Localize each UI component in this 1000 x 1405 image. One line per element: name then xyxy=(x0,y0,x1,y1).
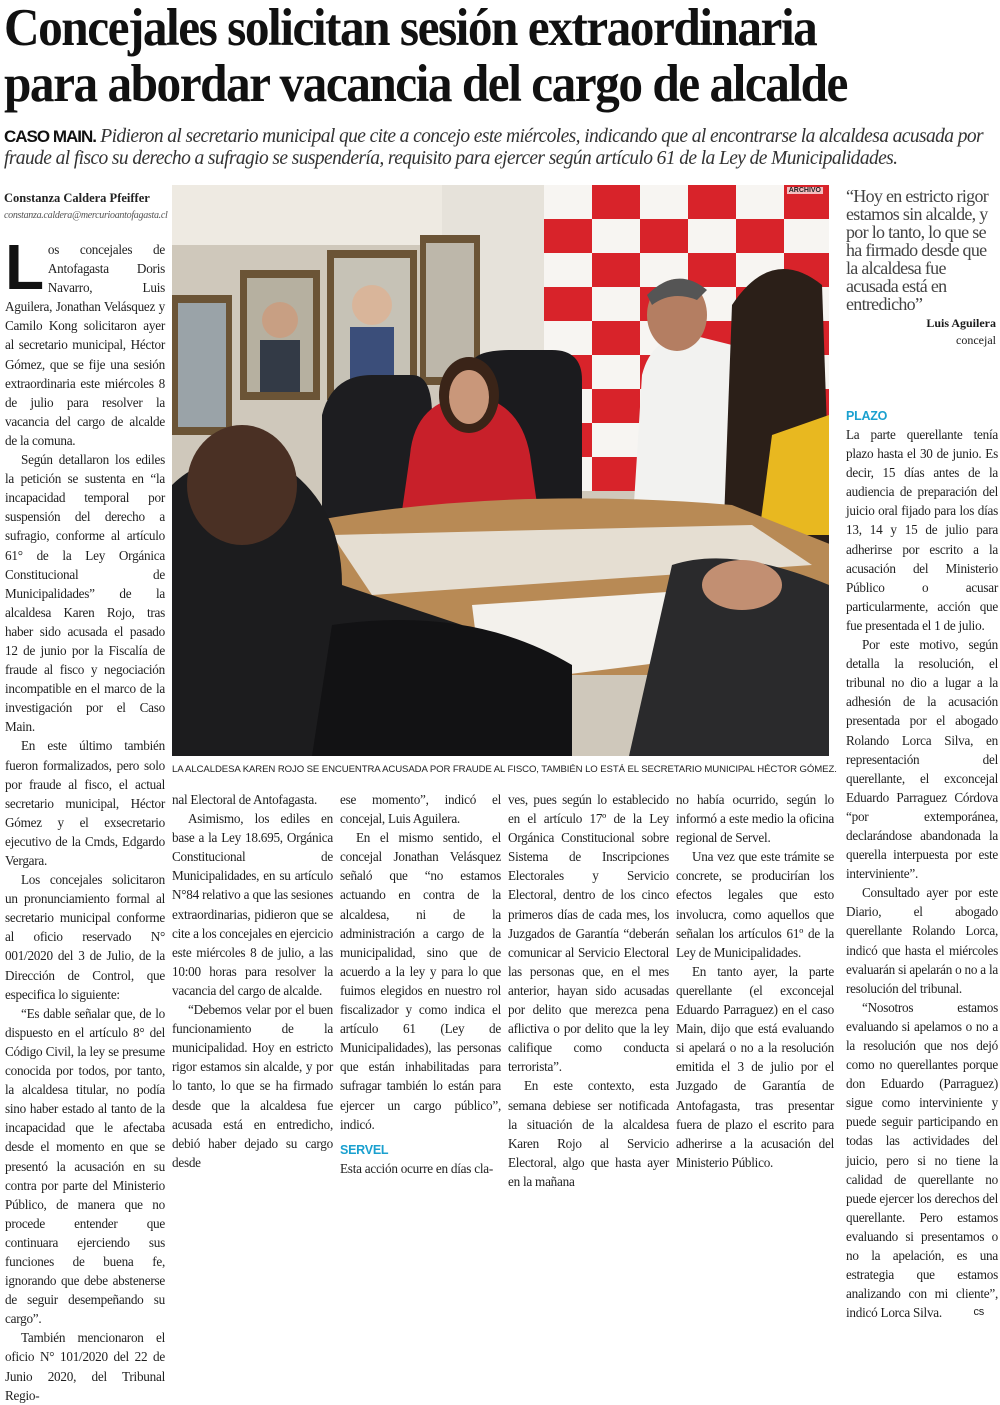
backdrop-tile xyxy=(736,185,784,219)
paragraph xyxy=(172,1000,333,1172)
pull-quote-attribution xyxy=(846,315,996,349)
paragraph-text: Consultado ayer por este Diario, el abogado querellante Rolando Lorca, indicó que hasta el miércoles evaluarán si apelarán o no a la resolución del tribunal. xyxy=(846,885,998,996)
backdrop-tile xyxy=(592,423,640,457)
paragraph xyxy=(5,231,165,450)
paragraph xyxy=(340,828,501,1134)
paragraph xyxy=(5,870,165,1004)
paragraph xyxy=(172,809,333,1000)
paragraph xyxy=(340,1159,501,1178)
paragraph xyxy=(172,790,333,809)
paragraph-text: “Es dable señalar que, de lo dispuesto en el artículo 8° del Código Civil, la ley se presume conocida por todos, por tanto, la alcaldesa titular, no podía sino haber estado al tanto de la incapacidad que le afectaba desde el momento en que se presentó la acusación en su contra por parte del Ministerio Público, de manera que no procede entender que continuara ejerciendo sus funciones de buena fe, ignorando que debe abstenerse de seguir desempeñando su cargo”. xyxy=(5,1005,165,1327)
paragraph-text: Una vez que este trámite se concrete, se producirían los efectos legales que esto involucra, como aquellos que señalan los artículos 61º de la Ley de Municipalidades. xyxy=(676,849,834,960)
pull-quote: “Hoy en estricto rigor estamos sin alcalde, y por lo tanto, lo que se ha firmado desde que la alcaldesa fue acusada está en entredicho” xyxy=(846,186,989,314)
backdrop-tile xyxy=(688,253,736,287)
backdrop-tile xyxy=(640,219,688,253)
paragraph-text: nal Electoral de Antofagasta. xyxy=(172,792,318,807)
paragraph-text: La parte querellante tenía plazo hasta el 30 de junio. Es decir, 15 días antes de la audiencia de preparación del juicio oral fijado para los días 13, 14 y 15 de julio para adherirse por escrito a la acusación del Ministerio Público o acusar particularmente, acción que fue presentada el 1 de julio. xyxy=(846,427,998,633)
paragraph-text: SERVEL xyxy=(340,1142,389,1157)
byline xyxy=(4,191,169,221)
deck xyxy=(4,126,999,170)
paragraph-text: “Nosotros estamos evaluando si apelamos o no a la resolución que nos dejó como no querellantes porque don Eduardo (Parraguez) sigue como interviniente y puede seguir participando en todas las actividades del juicio, pero si no tiene la calidad de querellante no puede ejercer los derechos del querellante. Pero estamos evaluando si presentamos o no la apelación, es una estrategia que estamos analizando con mi cliente”, indicó Lorca Silva. xyxy=(846,999,998,1321)
paragraph-text: Según detallaron los ediles la petición se sustenta en “la incapacidad temporal por suspensión del derecho a sufragio, conforme al artículo 61° de la Ley Orgánica Constitucional de Municipalidades” de la alcaldesa Karen Rojo, tras haber sido acusada el pasado 12 de junio por la Fiscalía de fraude al fisco y negociación incompatible en el marco de la investigación por el Caso Main. xyxy=(5,452,165,735)
paragraph-text: os concejales de Antofagasta Doris Navarro, Luis Aguilera, Jonathan Velásquez y Camilo Kong solicitaron ayer al secretario municipal, Héctor Gómez, que se fije una sesión extraordinaria este miércoles 8 de julio para resolver la vacancia del cargo de alcalde de la comuna. xyxy=(5,242,165,448)
paragraph-text: “Debemos velar por el buen funcionamiento de la municipalidad. Hoy en estricto rigor estamos sin alcalde, y por lo tanto, lo que se ha firmado desde que la alcaldesa fue acusada está en entredicho, debió haber dejado su cargo desde xyxy=(172,1002,333,1170)
backdrop-tile xyxy=(592,185,640,219)
deck-kicker: CASO MAIN. xyxy=(4,127,96,146)
article-column-1 xyxy=(5,231,165,1405)
backdrop-tile xyxy=(784,219,829,253)
paragraph xyxy=(676,847,834,962)
paragraph-text: En el mismo sentido, el concejal Jonathan Velásquez señaló que “no estamos actuando en contra de la alcaldesa, ni de la administración a cargo de la municipalidad, sino que de acuerdo a la ley y para lo que fuimos elegidos en nuestro rol fiscalizador y como indica el artículo 61 (Ley de Municipalidades), las personas que están inhabilitadas para sufragar también lo están para ejercer un cargo público”, indicó. xyxy=(340,830,501,1132)
author-email[interactable]: constanza.caldera@mercurioantofagasta.cl xyxy=(4,210,168,221)
article-column-3 xyxy=(340,790,501,1178)
author-name: Constanza Caldera Pfeiffer xyxy=(4,191,150,205)
backdrop-tile xyxy=(544,185,592,219)
article-column-6 xyxy=(846,400,998,1322)
backdrop-tile xyxy=(592,355,640,389)
paragraph-text: ese momento”, indicó el concejal, Luis Aguilera. xyxy=(340,792,501,827)
article-column-2 xyxy=(172,790,333,1172)
backdrop-tile xyxy=(544,253,592,287)
quote-author-role: concejal xyxy=(956,333,996,347)
paragraph xyxy=(846,425,998,635)
headline-line: Concejales solicitan sesión extraordinaria xyxy=(4,0,817,57)
paragraph xyxy=(846,883,998,998)
paragraph-text: no había ocurrido, según lo informó a este medio la oficina regional de Servel. xyxy=(676,792,834,846)
paragraph xyxy=(5,1328,165,1404)
council-meeting-photo xyxy=(172,185,829,756)
paragraph-text: También mencionaron el oficio N° 101/2020 del 22 de Junio 2020, del Tribunal Regio- xyxy=(5,1330,165,1403)
paragraph-text: Por este motivo, según detalla la resolución, el tribunal no dio a lugar a la adhesión de la acusación presentada por el abogado Rolando Lorca Silva, en representación del querellante, el exconcejal Eduardo Parraguez Córdova “por extemporánea, declarándose abandonada la querella interpuesta por este interviniente”. xyxy=(846,637,998,882)
backdrop-tile xyxy=(592,457,640,491)
article-column-5 xyxy=(676,790,834,1172)
paragraph-text: Esta acción ocurre en días cla- xyxy=(340,1160,493,1176)
backdrop-tile xyxy=(736,219,784,253)
backdrop-tile xyxy=(592,219,640,253)
paragraph xyxy=(340,790,501,828)
subheading xyxy=(340,1142,501,1159)
drop-cap: L xyxy=(5,231,44,303)
headline xyxy=(4,0,929,112)
subheading xyxy=(846,408,998,425)
article-column-4 xyxy=(508,790,669,1191)
end-mark-icon: cs xyxy=(973,1306,984,1319)
paragraph xyxy=(846,635,998,883)
paragraph xyxy=(5,736,165,870)
paragraph xyxy=(508,790,669,1076)
photo-credit: ARCHIVO xyxy=(788,187,821,194)
paragraph-text: PLAZO xyxy=(846,409,888,423)
headline-line: para abordar vacancia del cargo de alcalde xyxy=(4,55,847,113)
paragraph-text: En tanto ayer, la parte querellante (el exconcejal Eduardo Parraguez) en el caso Main, dijo que está evaluando si apelará o no a la resolución emitida el 3 de julio por el Juzgado de Garantía de Antofagasta, tras presentar fuera de plazo el escrito para adherirse a la acusación del Ministerio Público. xyxy=(676,963,834,1170)
deck-text: Pidieron al secretario municipal que cite a concejo este miércoles, indicando que al encontrarse la alcaldesa acusada por fraude al fisco su derecho a sufragio se suspendería, requisito para ejercer según artículo 61 de la Ley de Municipalidades. xyxy=(4,126,983,169)
paragraph xyxy=(508,1076,669,1191)
paragraph-text: Los concejales solicitaron un pronunciamiento formal al secretario municipal conforme al oficio reservado N° 001/2020 del 3 de Julio, de la Dirección de Control, que especifica lo siguiente: xyxy=(5,872,165,1002)
article-photo xyxy=(172,185,829,756)
paragraph xyxy=(676,962,834,1172)
paragraph-text: Asimismo, los ediles en base a la Ley 18.695, Orgánica Constitucional de Municipalidades, en su artículo N°84 relativo a que las sesiones extraordinarias, pidieron que se cite a los concejales en ejercicio este miércoles 8 de julio, a las 10:00 horas para resolver la vacancia del cargo de alcalde. xyxy=(172,811,334,998)
paragraph xyxy=(5,450,165,736)
paragraph-text: En este último también fueron formalizados, pero solo por fraude al fisco, el actual secretario municipal, Héctor Gómez y el exsecretario ejecutivo de la Cmds, Edgardo Vergara. xyxy=(5,738,165,868)
backdrop-tile xyxy=(544,219,592,253)
paragraph-text: ves, pues según lo establecido en el artículo 17º de la Ley Orgánica Constitucional sobre Sistema de Inscripciones Electorales y Servicio Electoral, dentro de los cinco primeros días de cada mes, los Juzgados de Garantía “deberán comunicar al Servicio Electoral las personas que, en el mes anterior, hayan sido acusadas por delito que merezca pena aflictiva o por delito que la ley califique como conducta terrorista”. xyxy=(508,792,669,1075)
backdrop-tile xyxy=(592,253,640,287)
backdrop-tile xyxy=(688,185,736,219)
backdrop-tile xyxy=(544,321,592,355)
backdrop-tile xyxy=(640,185,688,219)
paragraph xyxy=(846,998,998,1323)
backdrop-tile xyxy=(688,219,736,253)
backdrop-tile xyxy=(544,287,592,321)
paragraph xyxy=(5,1004,165,1329)
backdrop-tile xyxy=(592,321,640,355)
backdrop-tile xyxy=(592,389,640,423)
paragraph xyxy=(676,790,834,847)
backdrop-tile xyxy=(592,287,640,321)
quote-author: Luis Aguilera xyxy=(926,316,996,330)
paragraph-text: En este contexto, esta semana debiese ser notificada la situación de la alcaldesa Karen Rojo al Servicio Electoral, algo que hasta ayer en la mañana xyxy=(508,1078,669,1189)
photo-caption: LA ALCALDESA KAREN ROJO SE ENCUENTRA ACUSADA POR FRAUDE AL FISCO, TAMBIÉN LO ESTÁ EL SECRETARIO MUNICIPAL HÉCTOR GÓMEZ. xyxy=(172,764,837,775)
